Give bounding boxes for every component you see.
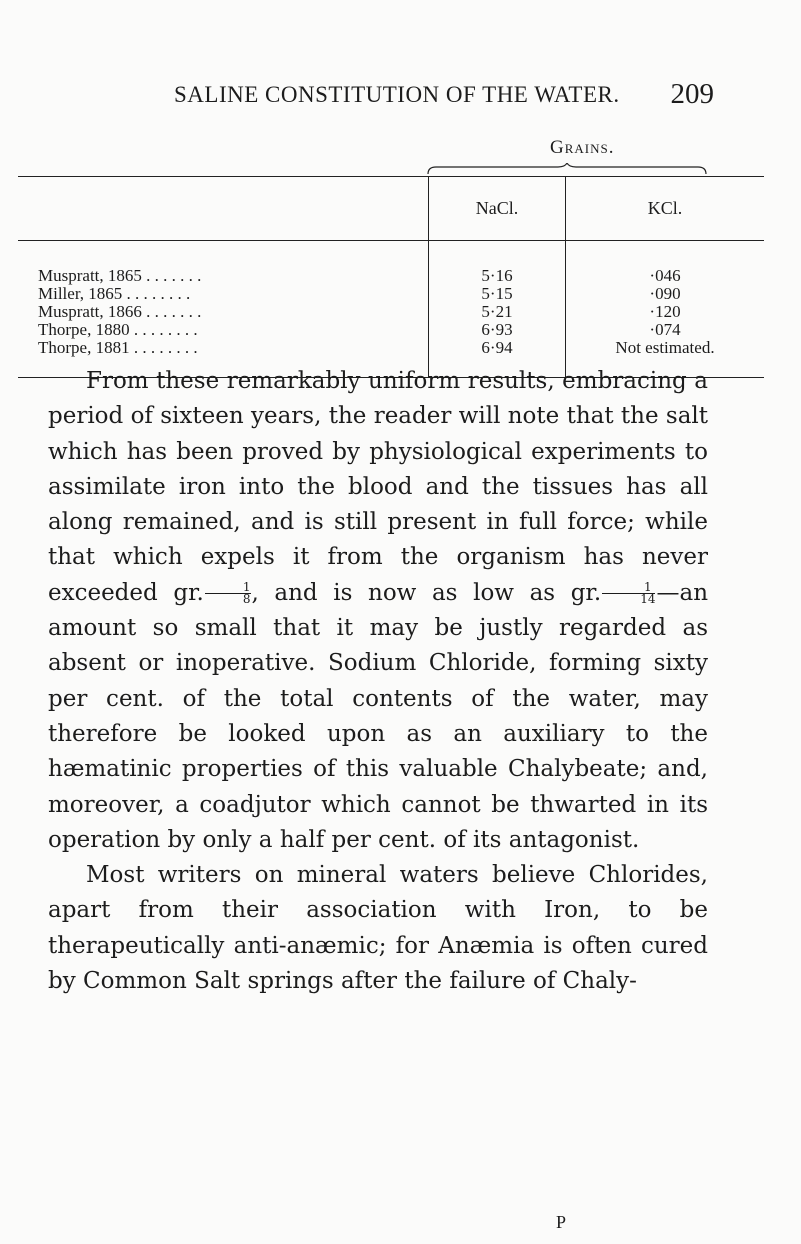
- table-row: [18, 303, 764, 321]
- page-header: [174, 78, 714, 112]
- table-row: [18, 285, 764, 303]
- fraction-one-fourteenth: [602, 582, 655, 605]
- row-nacl: 5·16: [429, 241, 566, 286]
- table-row: [18, 241, 764, 286]
- row-source: Thorpe, 1880 . . . . . . . .: [38, 320, 198, 339]
- page-number: 209: [670, 78, 714, 110]
- fraction-numerator: 1: [205, 582, 251, 594]
- row-nacl: 6·94: [429, 339, 566, 378]
- row-source: Muspratt, 1866 . . . . . . .: [38, 302, 202, 321]
- fraction-one-eighth: [205, 582, 251, 605]
- text-run: , and is now as low as gr.: [251, 579, 602, 606]
- row-nacl: 5·21: [429, 303, 566, 321]
- row-source: Thorpe, 1881 . . . . . . . .: [38, 338, 198, 357]
- column-header-kcl: KCl.: [566, 177, 765, 241]
- running-head: SALINE CONSTITUTION OF THE WATER.: [174, 82, 620, 107]
- table-row: [18, 321, 764, 339]
- table-header-row: [18, 177, 764, 241]
- paragraph: [48, 364, 708, 858]
- text-run: —an amount so small that it may be justly regarded as absent or inoperative. Sodium Chloride, forming sixty per cent. of the total contents of the water, may therefore be looked upon as an auxiliary to the hæmatinic properties of this valuable Chalybeate; and, moreover, a coadjutor which cannot be thwarted in its operation by only a half per cent. of its antagonist.: [48, 579, 709, 853]
- row-kcl: ·046: [649, 266, 681, 285]
- row-kcl: ·074: [649, 320, 681, 339]
- row-source: Muspratt, 1865 . . . . . . .: [38, 266, 202, 285]
- row-kcl: Not estimated.: [615, 338, 715, 357]
- salt-analysis-table: [18, 176, 764, 378]
- table-group-header: Grains.: [550, 137, 615, 158]
- brace-icon: [426, 163, 708, 175]
- column-header-nacl: NaCl.: [429, 177, 566, 241]
- fraction-denominator: 14: [640, 592, 656, 607]
- row-source: Miller, 1865 . . . . . . . .: [38, 284, 191, 303]
- signature-mark: P: [556, 1212, 567, 1232]
- row-nacl: 6·93: [429, 321, 566, 339]
- row-kcl: ·120: [649, 302, 681, 321]
- row-kcl: ·090: [649, 284, 681, 303]
- fraction-numerator: 1: [602, 582, 655, 594]
- fraction-denominator: 8: [242, 592, 251, 607]
- body-text: [48, 364, 708, 999]
- text-run: From these remarkably uniform results, embracing a period of sixteen years, the reader will note that the salt which has been proved by physiological experiments to assimilate iron into the blood and the tissues has all along remained, and is still present in full force; while that which expels it from the organism has never exceeded gr.: [48, 368, 708, 606]
- paragraph: Most writers on mineral waters believe Chlorides, apart from their association with Iron, to be therapeutically anti-anæmic; for Anæmia is often cured by Common Salt springs after the failure of Chaly-: [48, 862, 708, 995]
- column-header-source: [18, 177, 429, 241]
- row-nacl: 5·15: [429, 285, 566, 303]
